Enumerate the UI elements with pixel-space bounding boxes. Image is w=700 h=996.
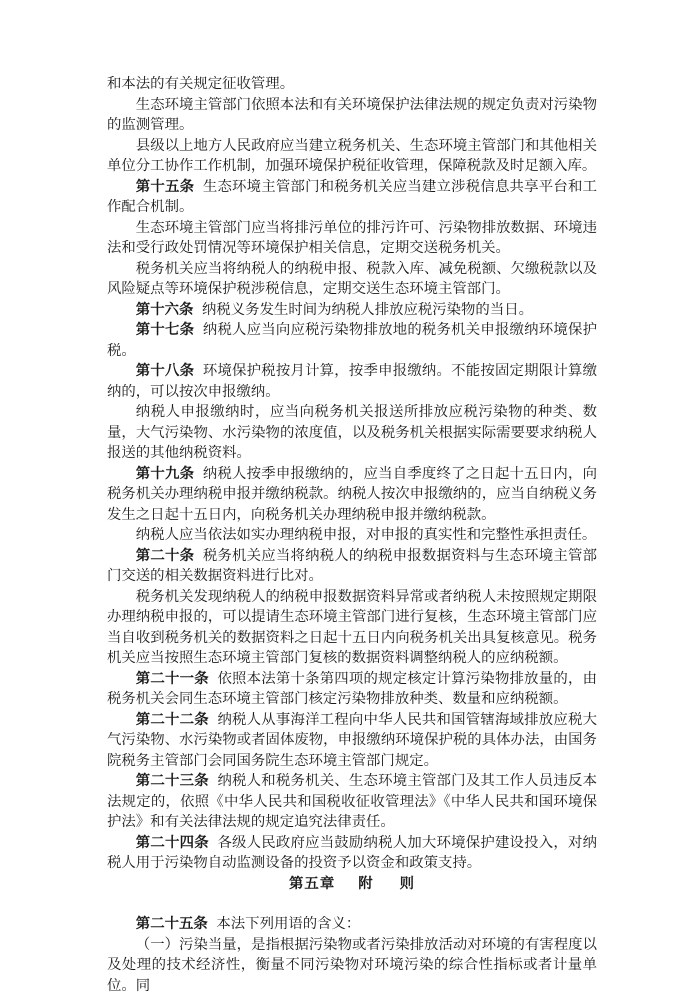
- paragraph: [107, 177, 597, 218]
- paragraph: [107, 218, 597, 259]
- article-number: 第二十条: [136, 547, 194, 564]
- paragraph-text: 税务机关发现纳税人的纳税申报数据资料异常或者纳税人未按照规定期限办理纳税申报的，可以提请生态环境主管部门进行复核，生态环境主管部门应当自收到税务机关的数据资料之日起十五日内向税务机关出具复核意见。税务机关应当按照生态环境主管部门复核的数据资料调整纳税人的应纳税额。: [107, 589, 597, 667]
- article-number: 第十八条: [136, 362, 194, 379]
- chapter-title-part2: 则: [400, 875, 415, 892]
- article-number: 第十九条: [136, 465, 194, 482]
- paragraph-text: 纳税人应当依法如实办理纳税申报，对申报的真实性和完整性承担责任。: [136, 527, 597, 543]
- paragraph-text: 县级以上地方人民政府应当建立税务机关、生态环境主管部门和其他相关单位分工协作工作机制，加强环境保护税征收管理，保障税款及时足额入库。: [107, 138, 597, 175]
- chapter-title-part1: 附: [358, 875, 373, 892]
- document-page: [107, 74, 597, 996]
- paragraph: [107, 833, 597, 874]
- document-body-before-chapter: [107, 74, 597, 874]
- paragraph-text: 纳税人申报缴纳时，应当向税务机关报送所排放应税污染物的种类、数量，大气污染物、水污染物的浓度值，以及税务机关根据实际需要要求纳税人报送的其他纳税资料。: [107, 404, 597, 461]
- paragraph: [107, 587, 597, 669]
- paragraph: [107, 402, 597, 464]
- paragraph: [107, 710, 597, 772]
- paragraph-text: 纳税人应当向应税污染物排放地的税务机关申报缴纳环境保护税。: [107, 322, 597, 359]
- article-number: 第二十五条: [136, 915, 208, 932]
- chapter-number: 第五章: [289, 875, 335, 892]
- paragraph-text: 依照本法第十条第四项的规定核定计算污染物排放量的，由税务机关会同生态环境主管部门核定污染物排放种类、数量和应纳税额。: [107, 671, 597, 708]
- paragraph-text: 生态环境主管部门和税务机关应当建立涉税信息共享平台和工作配合机制。: [107, 179, 597, 216]
- paragraph: [107, 361, 597, 402]
- paragraph: [107, 771, 597, 833]
- paragraph: [107, 525, 597, 546]
- paragraph-text: 生态环境主管部门应当将排污单位的排污许可、污染物排放数据、环境违法和受行政处罚情况等环境保护相关信息，定期交送税务机关。: [107, 220, 597, 257]
- paragraph-text: 环境保护税按月计算，按季申报缴纳。不能按固定期限计算缴纳的，可以按次申报缴纳。: [107, 363, 597, 400]
- paragraph: [107, 259, 597, 300]
- document-body-after-chapter: [107, 914, 597, 996]
- article-number: 第二十二条: [136, 711, 209, 728]
- paragraph: [107, 914, 597, 935]
- paragraph: [107, 74, 597, 95]
- article-number: 第二十四条: [136, 834, 209, 851]
- paragraph-text: 税务机关应当将纳税人的纳税申报数据资料与生态环境主管部门交送的相关数据资料进行比对。: [107, 548, 597, 585]
- paragraph-text: 税务机关应当将纳税人的纳税申报、税款入库、减免税额、欠缴税款以及风险疑点等环境保护税涉税信息，定期交送生态环境主管部门。: [107, 261, 597, 298]
- article-number: 第十七条: [136, 321, 194, 338]
- paragraph-text: 纳税人和税务机关、生态环境主管部门及其工作人员违反本法规定的，依照《中华人民共和国税收征收管理法》《中华人民共和国环境保护法》和有关法律法规的规定追究法律责任。: [107, 773, 597, 830]
- paragraph-text: 各级人民政府应当鼓励纳税人加大环境保护建设投入，对纳税人用于污染物自动监测设备的投资予以资金和政策支持。: [107, 835, 597, 872]
- paragraph: [107, 935, 597, 996]
- paragraph-text: 纳税义务发生时间为纳税人排放应税污染物的当日。: [202, 302, 533, 318]
- article-number: 第二十一条: [136, 670, 209, 687]
- paragraph-text: 生态环境主管部门依照本法和有关环境保护法律法规的规定负责对污染物的监测管理。: [107, 97, 597, 134]
- paragraph-text: 纳税人从事海洋工程向中华人民共和国管辖海域排放应税大气污染物、水污染物或者固体废物，申报缴纳环境保护税的具体办法，由国务院税务主管部门会同国务院生态环境主管部门规定。: [107, 712, 597, 769]
- paragraph-text: 本法下列用语的含义：: [216, 916, 360, 932]
- paragraph: [107, 669, 597, 710]
- paragraph-text: （一）污染当量，是指根据污染物或者污染排放活动对环境的有害程度以及处理的技术经济性，衡量不同污染物对环境污染的综合性指标或者计量单位。同: [107, 937, 597, 994]
- paragraph: [107, 136, 597, 177]
- chapter-heading: [107, 874, 597, 895]
- paragraph: [107, 320, 597, 361]
- paragraph: [107, 546, 597, 587]
- article-number: 第十五条: [136, 178, 194, 195]
- article-number: 第十六条: [136, 301, 194, 318]
- article-number: 第二十三条: [136, 772, 209, 789]
- paragraph: [107, 300, 597, 321]
- paragraph-text: 和本法的有关规定征收管理。: [107, 76, 294, 92]
- paragraph: [107, 95, 597, 136]
- paragraph: [107, 464, 597, 526]
- paragraph-text: 纳税人按季申报缴纳的，应当自季度终了之日起十五日内，向税务机关办理纳税申报并缴纳税款。纳税人按次申报缴纳的，应当自纳税义务发生之日起十五日内，向税务机关办理纳税申报并缴纳税款。: [107, 466, 597, 523]
